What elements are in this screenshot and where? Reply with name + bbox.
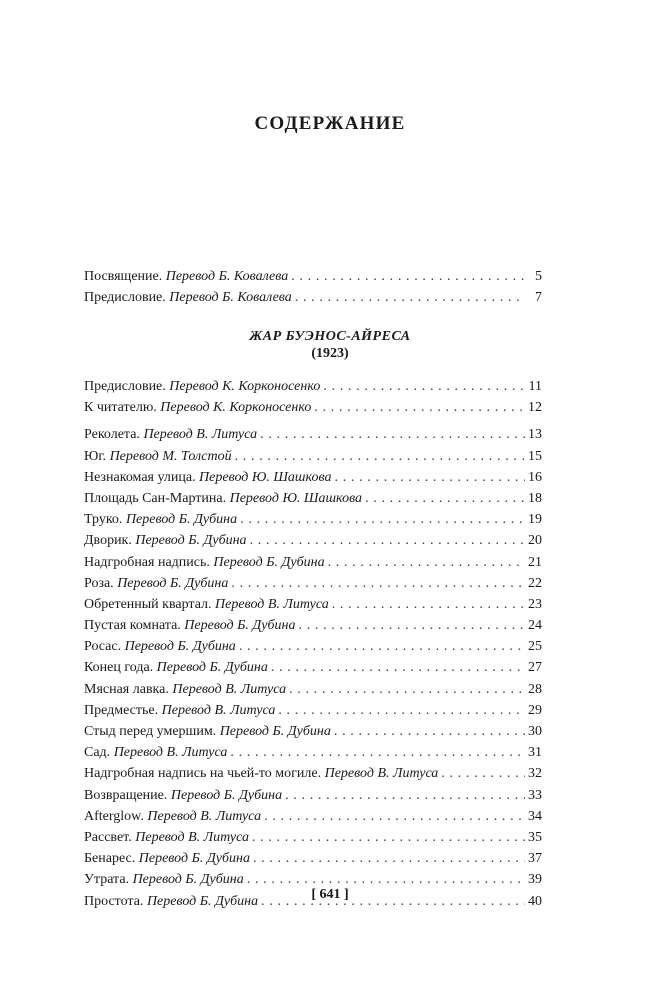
toc-entry-title: Простота. bbox=[84, 893, 144, 909]
toc-entry-page: 19 bbox=[528, 512, 542, 528]
toc-entry-translator: Перевод Б. Ковалева bbox=[165, 269, 289, 284]
toc-entry-translator: Перевод В. Литуса bbox=[172, 681, 287, 697]
dot-leader bbox=[335, 467, 526, 488]
dot-leader bbox=[365, 488, 525, 509]
toc-entry-translator: Перевод Б. Дубина bbox=[156, 660, 268, 676]
toc-entry-page: 30 bbox=[528, 724, 542, 739]
toc-entry bbox=[84, 530, 542, 551]
front-matter-toc bbox=[84, 266, 542, 308]
toc-entry-page: 35 bbox=[528, 829, 542, 845]
toc-entry bbox=[84, 446, 542, 467]
toc-entry-translator: Перевод Б. Дубина bbox=[138, 851, 250, 867]
dot-leader bbox=[252, 827, 525, 848]
toc-entry-title: Роза. bbox=[84, 575, 114, 591]
dot-leader bbox=[328, 552, 525, 573]
toc-entry-translator: Перевод Ю. Шашкова bbox=[229, 490, 363, 506]
toc-entry-page: 27 bbox=[528, 660, 542, 676]
toc-entry-page: 22 bbox=[528, 575, 542, 591]
toc-entry-page: 24 bbox=[528, 618, 542, 634]
toc-entry-translator: Перевод Ю. Шашкова bbox=[199, 469, 332, 485]
toc-entry bbox=[84, 287, 542, 308]
toc-entry-translator: Перевод Б. Дубина bbox=[213, 554, 325, 570]
toc-entry-page: 34 bbox=[528, 808, 542, 824]
toc-entry-translator: Перевод Б. Дубина bbox=[184, 618, 296, 634]
toc-entry-translator: Перевод Б. Дубина bbox=[135, 533, 247, 549]
toc-entry-translator: Перевод В. Литуса bbox=[324, 766, 439, 782]
toc-entry-page: 5 bbox=[535, 269, 542, 284]
toc-entry-title: Рассвет. bbox=[84, 829, 132, 845]
toc-entry-title: Росас. bbox=[84, 639, 122, 655]
section-year: (1923) bbox=[311, 346, 349, 361]
toc-entry-page: 11 bbox=[528, 379, 542, 394]
toc-entry-page: 7 bbox=[535, 290, 542, 306]
toc-entry-title: Труко. bbox=[84, 512, 123, 528]
page-number: [ 641 ] bbox=[311, 887, 349, 902]
toc-entry-translator: Перевод Б. Ковалева bbox=[169, 290, 292, 306]
dot-leader bbox=[285, 785, 525, 806]
toc-entry-title: Реколета. bbox=[84, 427, 140, 443]
toc-entry-title: Надгробная надпись на чьей-то могиле. bbox=[84, 766, 322, 782]
dot-leader bbox=[441, 763, 525, 784]
dot-leader bbox=[230, 742, 525, 763]
toc-entry-translator: Перевод К. Корконосенко bbox=[160, 400, 312, 416]
toc-entry-translator: Перевод Б. Дубина bbox=[125, 512, 238, 528]
toc-entry-page: 21 bbox=[528, 554, 542, 570]
dot-leader bbox=[260, 424, 525, 445]
toc-entry-translator: Перевод В. Литуса bbox=[161, 702, 276, 718]
dot-leader bbox=[289, 679, 525, 700]
toc-entry-translator: Перевод В. Литуса bbox=[135, 829, 249, 845]
toc-entry bbox=[84, 806, 542, 827]
dot-leader bbox=[334, 721, 525, 742]
dot-leader bbox=[239, 636, 525, 657]
dot-leader bbox=[250, 530, 525, 551]
toc-entry bbox=[84, 509, 542, 530]
toc-entry-title: Дворик. bbox=[84, 533, 132, 549]
toc-entry-title: Мясная лавка. bbox=[84, 681, 169, 697]
section-title: ЖАР БУЭНОС-АЙРЕСА bbox=[249, 329, 411, 344]
toc-entry-page: 18 bbox=[528, 490, 542, 506]
toc-entry bbox=[84, 785, 542, 806]
toc-entry bbox=[84, 424, 542, 445]
toc-entry-translator: Перевод Б. Дубина bbox=[117, 575, 229, 591]
dot-leader bbox=[332, 594, 525, 615]
toc-entry-title: Возвращение. bbox=[84, 787, 168, 803]
toc-entry bbox=[84, 657, 542, 678]
toc-entry-page: 32 bbox=[528, 766, 542, 782]
toc-entry bbox=[84, 266, 542, 287]
dot-leader bbox=[323, 376, 525, 397]
toc-entry-page: 31 bbox=[528, 745, 542, 761]
toc-entry-page: 33 bbox=[528, 787, 542, 803]
toc-entry bbox=[84, 679, 542, 700]
toc-entry bbox=[84, 721, 542, 742]
toc-entry bbox=[84, 763, 542, 784]
toc-entry-title: Посвящение. bbox=[84, 269, 163, 284]
toc-entry-page: 40 bbox=[528, 893, 542, 909]
dot-leader bbox=[299, 615, 526, 636]
toc-entry-title: Предисловие. bbox=[84, 379, 166, 394]
toc-entry-title: Незнакомая улица. bbox=[84, 469, 196, 485]
toc-entry-translator: Перевод В. Литуса bbox=[113, 745, 228, 761]
toc-entry bbox=[84, 700, 542, 721]
toc-entry-page: 25 bbox=[528, 639, 542, 655]
toc-entry-translator: Перевод К. Корконосенко bbox=[169, 379, 321, 394]
toc-entry-title: Пустая комната. bbox=[84, 618, 181, 634]
dot-leader bbox=[314, 397, 525, 418]
toc-entry bbox=[84, 467, 542, 488]
toc-entry bbox=[84, 615, 542, 636]
toc-entry bbox=[84, 376, 542, 397]
toc-entry-page: 15 bbox=[528, 448, 542, 464]
toc-entry bbox=[84, 488, 542, 509]
toc-entry-translator: Перевод В. Литуса bbox=[143, 427, 258, 443]
dot-leader bbox=[295, 287, 525, 308]
toc-entry-page: 23 bbox=[528, 596, 542, 612]
dot-leader bbox=[271, 657, 525, 678]
dot-leader bbox=[240, 509, 525, 530]
toc-entry bbox=[84, 594, 542, 615]
toc-entry-title: Стыд перед умершим. bbox=[84, 724, 217, 739]
toc-entry-page: 29 bbox=[528, 702, 542, 718]
dot-leader bbox=[231, 573, 525, 594]
toc-entry-page: 13 bbox=[528, 427, 542, 443]
toc-entry-translator: Перевод Б. Дубина bbox=[170, 787, 283, 803]
toc-entry-title: Утрата. bbox=[84, 872, 130, 888]
toc-entry bbox=[84, 636, 542, 657]
dot-leader bbox=[264, 806, 525, 827]
toc-entry-title: К читателю. bbox=[84, 400, 157, 416]
toc-entry-title: Сад. bbox=[84, 745, 111, 761]
toc-entry-title: Предисловие. bbox=[84, 290, 166, 306]
toc-entry-translator: Перевод Б. Дубина bbox=[132, 872, 244, 888]
toc-entry-title: Юг. bbox=[84, 448, 107, 464]
toc-entry-title: Площадь Сан-Мартина. bbox=[84, 490, 227, 506]
dot-leader bbox=[253, 848, 525, 869]
toc-entry-translator: Перевод В. Литуса bbox=[215, 596, 329, 612]
toc-entry-page: 37 bbox=[528, 851, 542, 867]
toc-entry bbox=[84, 397, 542, 418]
toc-entry-translator: Перевод В. Литуса bbox=[147, 808, 262, 824]
toc-entry-translator: Перевод Б. Дубина bbox=[146, 893, 259, 909]
toc-entry bbox=[84, 573, 542, 594]
toc-entry-page: 39 bbox=[528, 872, 542, 888]
toc-entry-title: Бенарес. bbox=[84, 851, 136, 867]
toc-entry-translator: Перевод Б. Дубина bbox=[124, 639, 236, 655]
toc-entry-title: Надгробная надпись. bbox=[84, 554, 210, 570]
toc-entry bbox=[84, 848, 542, 869]
dot-leader bbox=[278, 700, 525, 721]
toc-entry-translator: Перевод Б. Дубина bbox=[219, 724, 331, 739]
toc-entry-title: Конец года. bbox=[84, 660, 154, 676]
section-toc bbox=[84, 376, 542, 912]
toc-entry bbox=[84, 827, 542, 848]
toc-entry-page: 20 bbox=[528, 533, 542, 549]
page-title: СОДЕРЖАНИЕ bbox=[254, 113, 406, 134]
toc-entry-translator: Перевод М. Толстой bbox=[109, 448, 232, 464]
toc-entry-page: 16 bbox=[528, 469, 542, 485]
toc-entry bbox=[84, 742, 542, 763]
toc-entry bbox=[84, 552, 542, 573]
toc-entry-page: 12 bbox=[528, 400, 542, 416]
dot-leader bbox=[291, 266, 525, 287]
dot-leader bbox=[235, 446, 525, 467]
toc-entry-page: 28 bbox=[528, 681, 542, 697]
toc-entry-title: Afterglow. bbox=[84, 808, 144, 824]
toc-entry-title: Предместье. bbox=[84, 702, 159, 718]
toc-entry-title: Обретенный квартал. bbox=[84, 596, 212, 612]
